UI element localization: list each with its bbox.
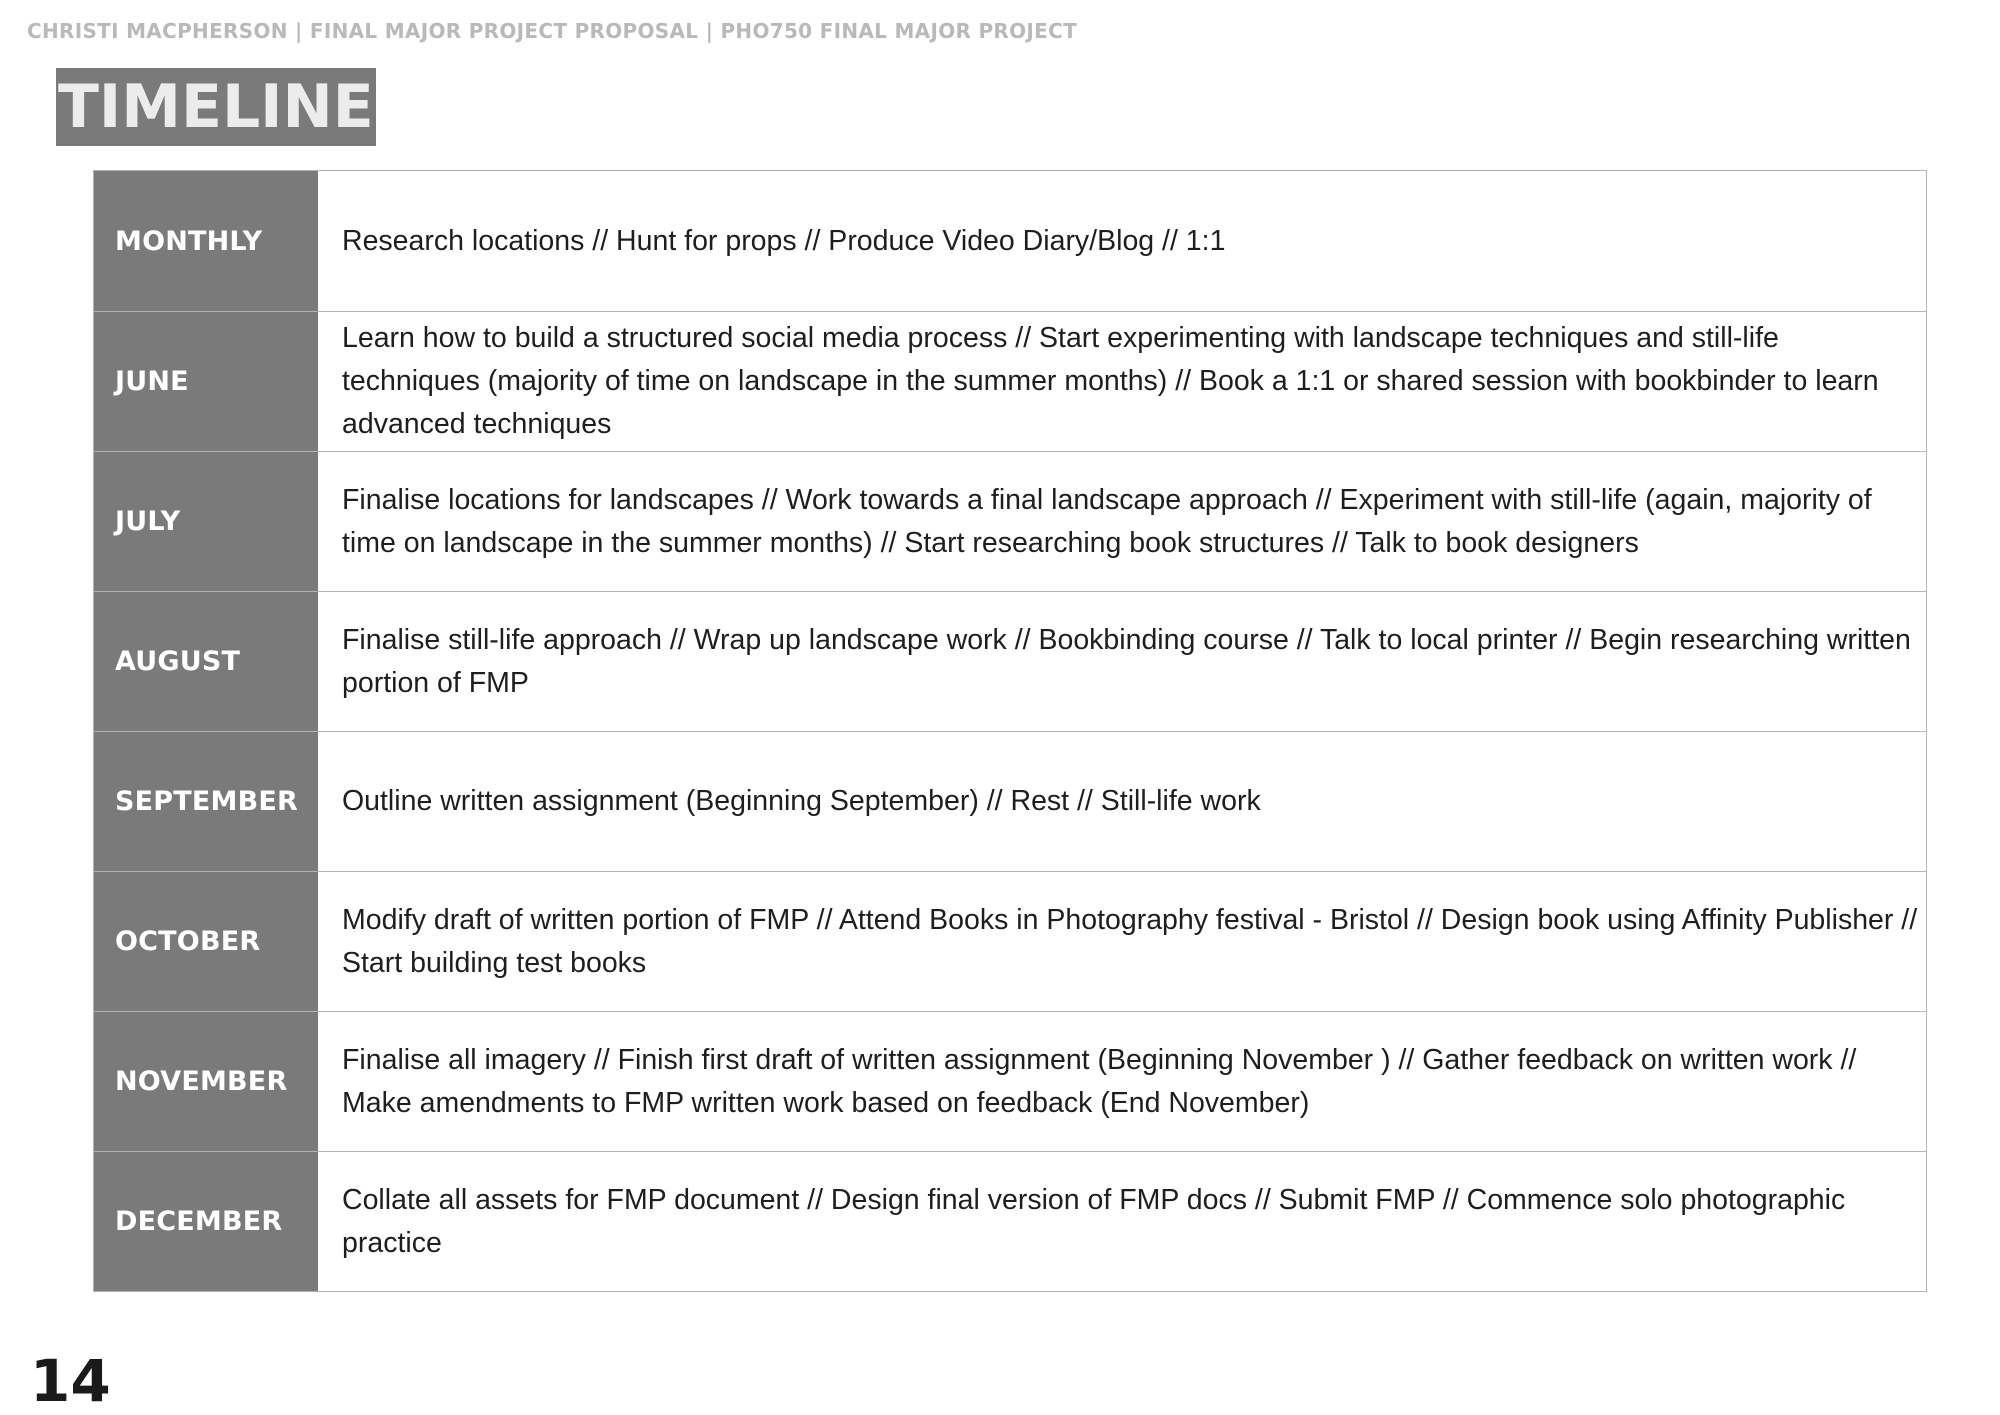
description-cell: [318, 1152, 1926, 1291]
timeline-row-october: [94, 871, 1926, 1011]
description-text: Modify draft of written portion of FMP // Attend Books in Photography festival - Bristol // Design book using Affinity Publisher // Start building test books: [342, 903, 1918, 979]
month-label: OCTOBER: [115, 926, 261, 957]
description-cell: [318, 732, 1926, 871]
description-text: Finalise still-life approach // Wrap up landscape work // Bookbinding course // Talk to local printer // Begin researching written portion of FMP: [342, 623, 1911, 699]
month-cell: [94, 872, 318, 1011]
description-text: Finalise all imagery // Finish first draft of written assignment (Beginning November ) // Gather feedback on written work // Make amendments to FMP written work based on feedback (End November): [342, 1043, 1857, 1119]
timeline-row-july: [94, 451, 1926, 591]
timeline-row-november: [94, 1011, 1926, 1151]
description-cell: [318, 592, 1926, 731]
description-cell: [318, 171, 1926, 311]
month-label: MONTHLY: [115, 225, 263, 257]
document-header: CHRISTI MACPHERSON | FINAL MAJOR PROJECT PROPOSAL | PHO750 FINAL MAJOR PROJECT: [27, 19, 1078, 43]
description-text: Collate all assets for FMP document // Design final version of FMP docs // Submit FMP // Commence solo photographic practice: [342, 1183, 1846, 1259]
month-cell: [94, 592, 318, 731]
month-cell: [94, 1152, 318, 1291]
page-number: 14: [30, 1347, 111, 1415]
description-cell: [318, 312, 1926, 451]
title-banner: [56, 68, 376, 146]
month-label: JUNE: [115, 366, 189, 397]
month-label: NOVEMBER: [115, 1066, 288, 1097]
description-cell: [318, 1012, 1926, 1151]
timeline-table: [93, 170, 1927, 1292]
timeline-row-june: [94, 311, 1926, 451]
month-cell: [94, 732, 318, 871]
month-label: SEPTEMBER: [115, 786, 299, 817]
description-text: Research locations // Hunt for props // Produce Video Diary/Blog // 1:1: [342, 224, 1226, 257]
month-cell: [94, 171, 318, 311]
description-cell: [318, 872, 1926, 1011]
month-label: DECEMBER: [115, 1206, 283, 1237]
description-text: Finalise locations for landscapes // Work towards a final landscape approach // Experiment with still-life (again, majority of time on landscape in the summer months) // Start researching book structures // Talk to book designers: [342, 483, 1872, 559]
page-title: TIMELINE: [58, 72, 374, 142]
timeline-row-august: [94, 591, 1926, 731]
timeline-row-monthly: [94, 171, 1926, 311]
month-label: AUGUST: [115, 646, 241, 677]
month-cell: [94, 1012, 318, 1151]
timeline-row-september: [94, 731, 1926, 871]
month-cell: [94, 312, 318, 451]
description-text: Outline written assignment (Beginning September) // Rest // Still-life work: [342, 785, 1261, 817]
month-label: JULY: [115, 506, 181, 537]
month-cell: [94, 452, 318, 591]
description-cell: [318, 452, 1926, 591]
timeline-row-december: [94, 1151, 1926, 1291]
description-text: Learn how to build a structured social media process // Start experimenting with landscape techniques and still-life techniques (majority of time on landscape in the summer months) // Book a 1:1 or shared session with bookbinder to learn advanced techniques: [342, 322, 1879, 440]
